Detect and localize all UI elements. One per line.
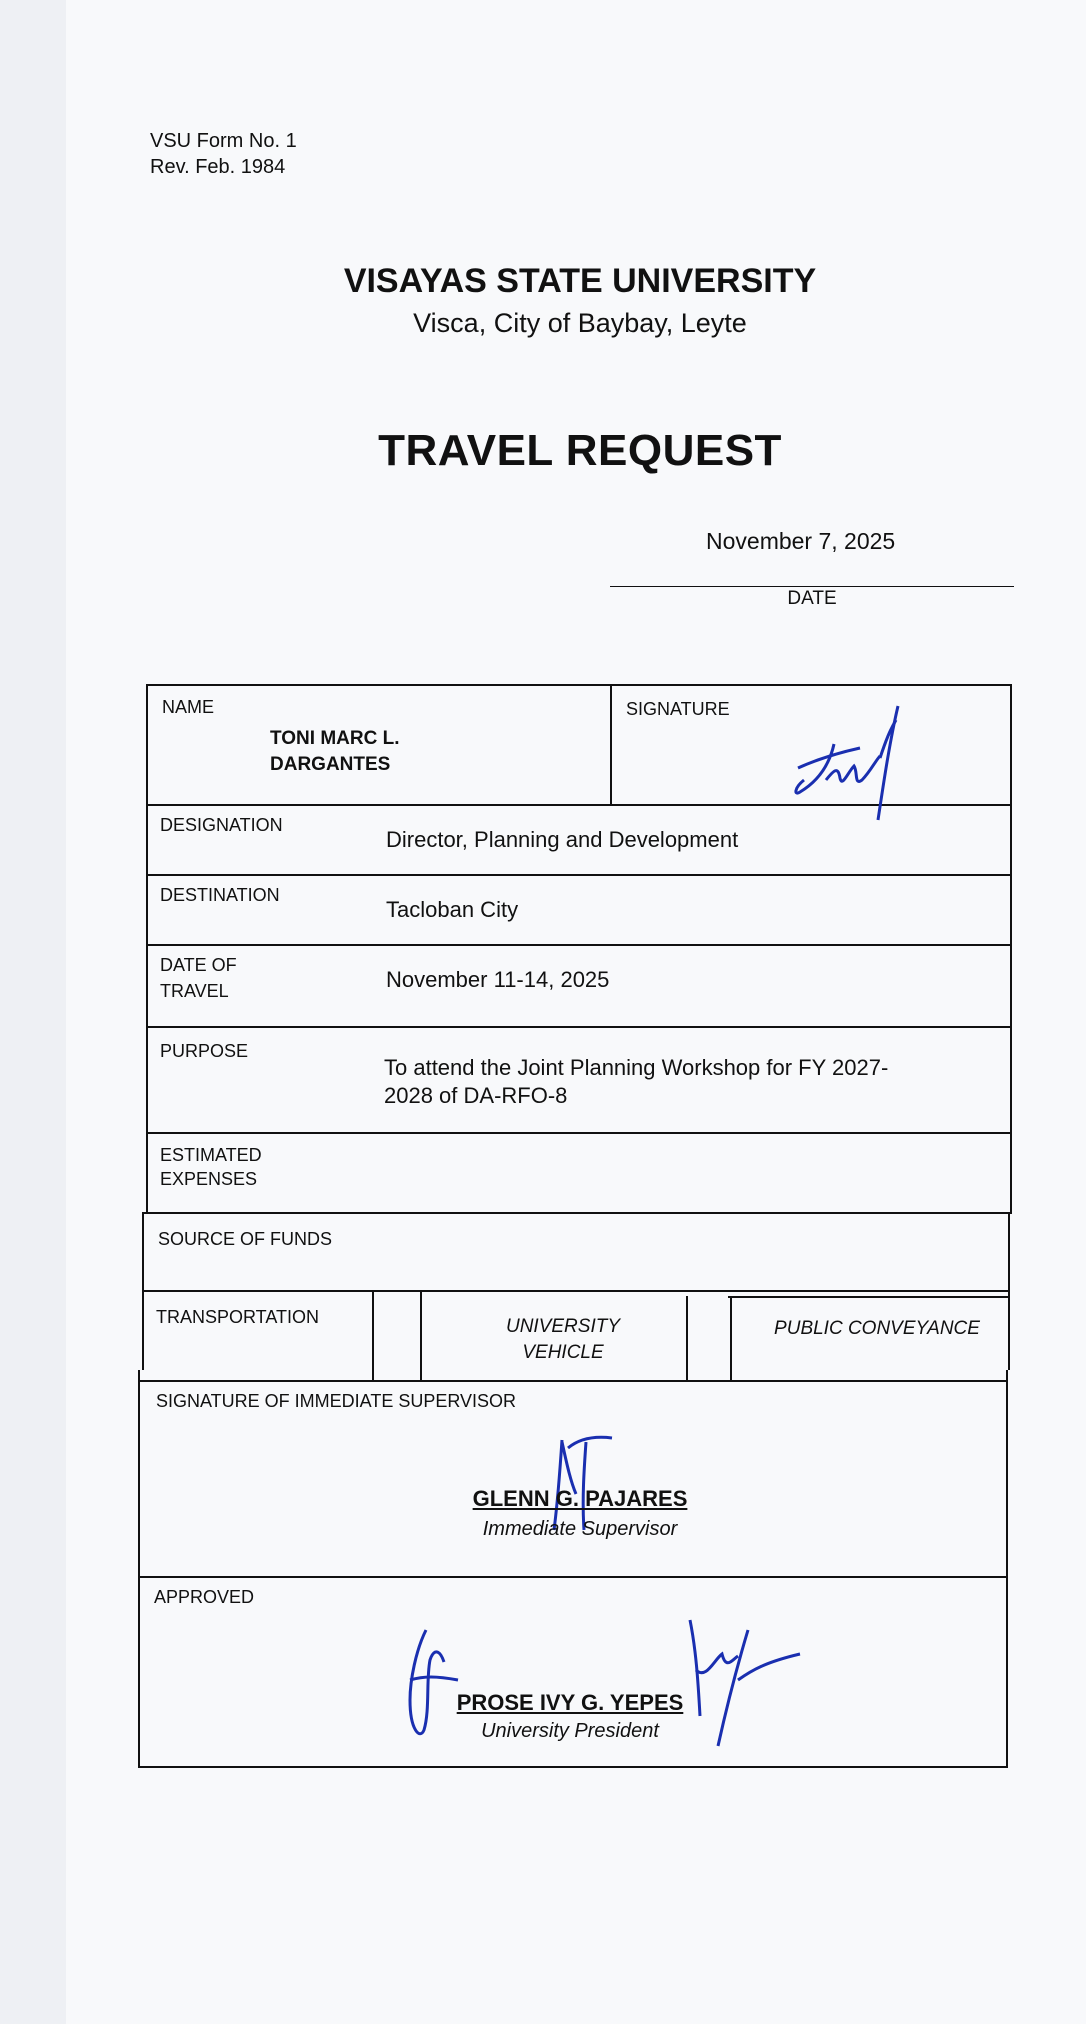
page-title: TRAVEL REQUEST [378,426,782,475]
university-vehicle-checkbox[interactable] [374,1292,420,1378]
form-right-border-lower [1006,1370,1008,1768]
transport-option-top [728,1296,1008,1298]
revision-text: Rev. Feb. 1984 [150,156,286,178]
row-divider [138,1380,1008,1382]
name-value-line1: TONI MARC L. [270,728,400,749]
estimated-expenses-label-line1: ESTIMATED [160,1145,262,1165]
signature-label: SIGNATURE [626,699,730,719]
row-divider [146,1132,1012,1134]
purpose-label: PURPOSE [160,1041,249,1061]
row-divider [142,1212,1012,1214]
public-conveyance-checkbox[interactable] [688,1298,730,1378]
row-divider [138,1576,1008,1578]
estimated-expenses-label-line2: EXPENSES [160,1169,258,1189]
supervisor-name: GLENN G. PAJARES [472,1486,688,1511]
date-of-travel-label-line2: TRAVEL [160,981,229,1001]
row-divider [142,1290,1010,1292]
form-left-border-lower [138,1370,140,1768]
form-bottom-border [138,1766,1008,1768]
university-vehicle-option-line2: VEHICLE [522,1342,604,1363]
supervisor-title: Immediate Supervisor [482,1518,678,1540]
date-of-travel-value: November 11-14, 2025 [386,967,610,992]
requester-signature [790,700,910,830]
president-title: University President [481,1720,659,1742]
designation-label: DESIGNATION [160,815,283,835]
date-label: DATE [787,588,837,609]
supervisor-signature-label: SIGNATURE OF IMMEDIATE SUPERVISOR [156,1391,517,1411]
name-label: NAME [162,697,215,717]
public-conveyance-option: PUBLIC CONVEYANCE [774,1318,980,1339]
row-divider [146,944,1012,946]
date-value: November 7, 2025 [706,528,896,554]
row-divider [146,1026,1012,1028]
approved-label: APPROVED [154,1587,255,1607]
row-divider [146,874,1012,876]
destination-label: DESTINATION [160,885,280,905]
transport-divider [420,1290,422,1380]
transportation-label: TRANSPORTATION [156,1307,320,1327]
president-name: PROSE IVY G. YEPES [456,1690,684,1715]
designation-value: Director, Planning and Development [386,827,739,852]
name-value-line2: DARGANTES [270,754,391,775]
university-vehicle-option-line1: UNIVERSITY [505,1316,621,1337]
signature-cell-divider [610,684,612,804]
form-number-text: VSU Form No. 1 [150,130,297,152]
form-top-border [146,684,1012,686]
purpose-value-line2: 2028 of DA-RFO-8 [384,1083,568,1108]
date-of-travel-label-line1: DATE OF [160,955,237,975]
destination-value: Tacloban City [386,897,519,922]
transport-divider [730,1296,732,1380]
purpose-value-line1: To attend the Joint Planning Workshop for FY 2027- [384,1055,889,1080]
university-name: VISAYAS STATE UNIVERSITY [343,262,817,300]
university-address: Visca, City of Baybay, Leyte [413,308,747,338]
source-of-funds-label: SOURCE OF FUNDS [158,1229,333,1249]
